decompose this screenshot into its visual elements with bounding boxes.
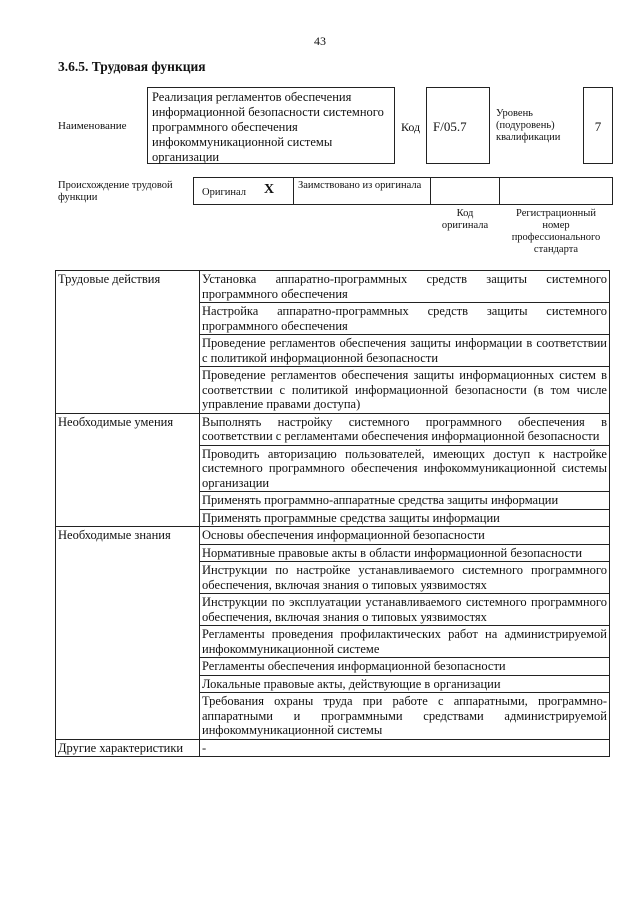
borrowed-label: Заимствовано из оригинала <box>293 177 431 205</box>
original-code-cell <box>430 177 500 205</box>
level-label: Уровень (подуровень) квалификации <box>496 108 561 143</box>
list-item: Требования охраны труда при работе с аппаратными, программно-аппаратными и программными средствами администрируемой инфокоммуникационной системы <box>200 693 610 740</box>
list-item: Установка аппаратно-программных средств защиты системного программного обеспечения <box>200 271 610 303</box>
category-cell: Необходимые знания <box>56 527 200 740</box>
list-item: Инструкции по эксплуатации устанавливаемого системного программного обеспечения, включая знания о типовых уязвимостях <box>200 594 610 626</box>
table-row <box>56 527 610 545</box>
list-item: Проводить авторизацию пользователей, имеющих доступ к настройке системного программного обеспечения инфокоммуникационной системы организации <box>200 445 610 492</box>
page-number: 43 <box>314 34 326 48</box>
table-row <box>56 739 610 757</box>
list-item: Настройка аппаратно-программных средств защиты системного программного обеспечения <box>200 303 610 335</box>
list-item: Регламенты проведения профилактических работ на администрируемой инфокоммуникационной системе <box>200 626 610 658</box>
table-row <box>56 413 610 445</box>
function-table <box>55 270 610 757</box>
list-item: - <box>200 739 610 757</box>
code-label: Код <box>401 120 421 134</box>
section-title: 3.6.5. Трудовая функция <box>58 59 206 74</box>
list-item: Выполнять настройку системного программного обеспечения в соответствии с регламентами обеспечения информационной безопасности <box>200 413 610 445</box>
code-value: F/05.7 <box>426 87 490 164</box>
origin-label: Происхождение трудовой функции <box>58 180 173 203</box>
list-item: Основы обеспечения информационной безопасности <box>200 527 610 545</box>
list-item: Применять программно-аппаратные средства защиты информации <box>200 492 610 510</box>
name-label: Наименование <box>58 120 127 132</box>
list-item: Проведение регламентов обеспечения защиты информационных систем в соответствии с политикой информационной безопасности (в том числе управление правами доступа) <box>200 367 610 414</box>
origin-original-cell <box>193 177 294 205</box>
list-item: Нормативные правовые акты в области информационной безопасности <box>200 544 610 562</box>
list-item: Применять программные средства защиты информации <box>200 509 610 527</box>
category-cell: Трудовые действия <box>56 271 200 414</box>
list-item: Инструкции по настройке устанавливаемого системного программного обеспечения, включая знания о типовых уязвимостях <box>200 562 610 594</box>
category-cell: Другие характеристики <box>56 739 200 757</box>
function-name: Реализация регламентов обеспечения информационной безопасности системного программного обеспечения инфокоммуникационной системы организации <box>147 87 395 164</box>
original-label: Оригинал <box>202 187 246 198</box>
list-item: Регламенты обеспечения информационной безопасности <box>200 658 610 676</box>
level-value: 7 <box>583 87 613 164</box>
list-item: Проведение регламентов обеспечения защиты информации в соответствии с политикой информационной безопасности <box>200 335 610 367</box>
original-code-caption: Код оригинала <box>441 208 489 231</box>
table-row <box>56 271 610 303</box>
list-item: Локальные правовые акты, действующие в организации <box>200 675 610 693</box>
reg-number-cell <box>499 177 613 205</box>
reg-number-caption: Регистрационный номер профессионального стандарта <box>511 208 601 255</box>
original-mark: X <box>264 182 275 197</box>
category-cell: Необходимые умения <box>56 413 200 527</box>
